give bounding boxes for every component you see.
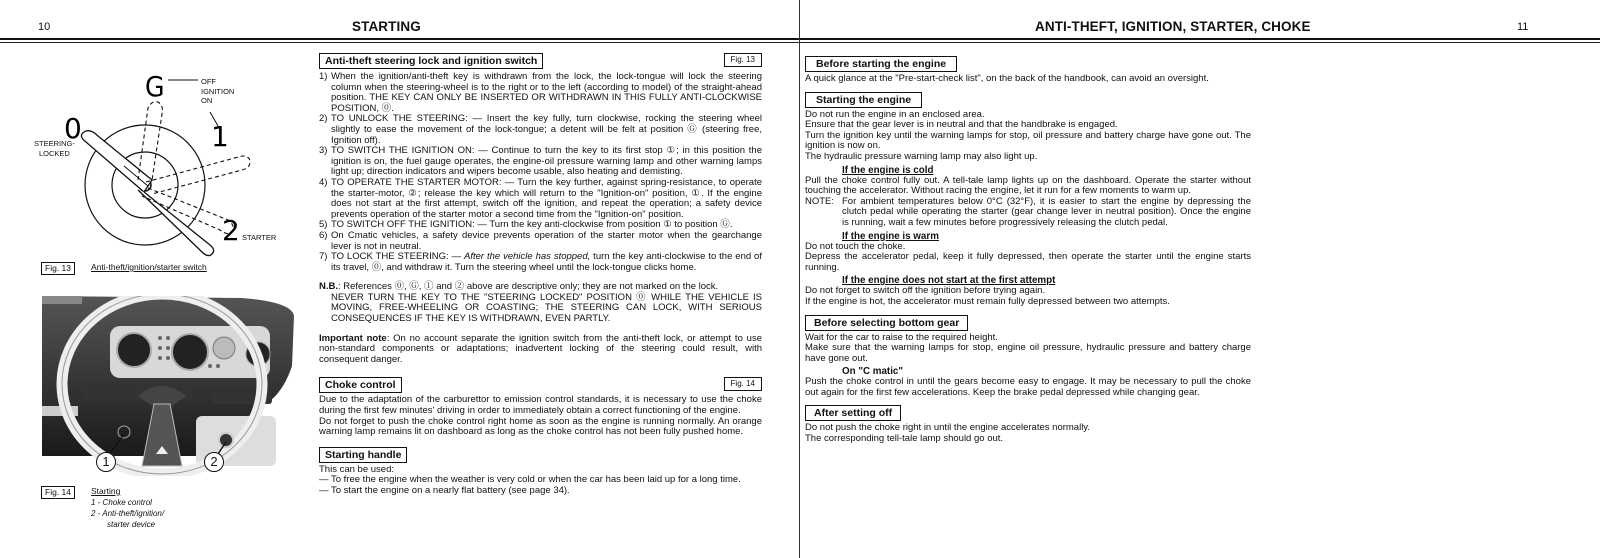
step-item: 7) TO LOCK THE STEERING: — After the vehicle has stopped, turn the key anti-clockwise to the end of its travel, ⓪, and withdraw it. Turn the steering wheel until the lock-tongue clicks home. xyxy=(319,251,762,273)
callout-2: 2 xyxy=(204,452,224,472)
starting-handle-intro: This can be used: xyxy=(319,463,394,475)
antitheft-heading-row xyxy=(319,53,762,69)
starting-engine-line: Ensure that the gear lever is in neutral and that the handbrake is engaged. xyxy=(805,119,1118,131)
starting-engine-line: Do not run the engine in an enclosed area. xyxy=(805,108,985,120)
label-2: 2 xyxy=(222,214,240,247)
step-item: 3) TO SWITCH THE IGNITION ON: — Continue to turn the key to its first stop ①; in this position the ignition is on, the fuel gauge operates, the engine-oil pressure warning lamp and other warning lamps light up; direction indicators and wipers become usable, also heating and demisting. xyxy=(319,145,762,178)
starting-handle-heading: Starting handle xyxy=(319,447,407,463)
after-setting-off-line: Do not push the choke right in until the engine accelerates normally. xyxy=(805,422,1090,434)
page-number-right: 11 xyxy=(1517,21,1529,33)
fig-13-ref: Fig. 13 xyxy=(724,53,762,67)
header-rule-thin xyxy=(0,42,800,43)
right-page xyxy=(800,0,1600,558)
step-item: 6) On Cmatic vehicles, a safety device prevents operation of the starter motor when the gearchange lever is not in neutral. xyxy=(319,229,762,252)
header-rule xyxy=(800,38,1600,40)
cold-engine-heading: If the engine is cold xyxy=(842,164,934,176)
figure-14-title: Starting xyxy=(91,486,121,496)
starting-engine-line: Turn the ignition key until the warning lamps for stop, oil pressure and battery charge have gone out. The ignition is now on. xyxy=(805,129,1251,152)
cold-engine-text: Pull the choke control fully out. A tell-tale lamp lights up on the dashboard. Operate the starter without touching the accelerator. Without racing the engine, let it run for a few moments to warm up. xyxy=(805,174,1251,197)
step-item: 1) When the ignition/anti-theft key is withdrawn from the lock, the lock-tongue will lock the steering column when the steering-wheel is to the right or to the left (according to model) of the straight-ahead position. THE KEY CAN ONLY BE INSERTED OR WITHDRAWN IN THIS FULLY ANTI-CLOCKWISE POSITION, ⓪. xyxy=(319,71,762,114)
warm-engine-line: Do not touch the choke. xyxy=(805,240,906,252)
bottom-gear-line: Make sure that the warning lamps for stop, engine oil pressure, hydraulic pressure and battery charge have gone out. xyxy=(805,342,1251,364)
cmatic-text: Push the choke control in until the gears become easy to engage. It may be necessary to pull the choke out again for the first few accelerations. Keep the brake pedal depressed while changing gear. xyxy=(805,376,1251,398)
not-start-line: If the engine is hot, the accelerator must remain fully depressed between two attempts. xyxy=(805,295,1170,307)
figure-14-tag: Fig. 14 xyxy=(41,486,75,499)
after-setting-off-heading: After setting off xyxy=(805,405,901,421)
starting-engine-line: The hydraulic pressure warning lamp may also light up. xyxy=(805,150,1038,162)
legend-item: 2 - Anti-theft/ignition/ xyxy=(91,509,165,518)
fig-14-ref: Fig. 14 xyxy=(724,377,762,391)
starting-handle-item: — To free the engine when the weather is very cold or when the car has been laid up for a long time. xyxy=(319,474,741,486)
bottom-gear-line: Wait for the car to raise to the required height. xyxy=(805,331,998,343)
label-2-desc: STARTER xyxy=(242,233,277,242)
antitheft-heading: Anti-theft steering lock and ignition switch xyxy=(319,53,543,69)
header-rule-thin xyxy=(800,42,1600,43)
label-0-desc: STEERING- LOCKED xyxy=(34,139,75,158)
left-text-column xyxy=(319,53,762,497)
legend-item: 1 - Choke control xyxy=(91,498,152,507)
warm-engine-line: Depress the accelerator pedal, keep it fully depressed, then operate the starter until the engine starts running. xyxy=(805,251,1251,273)
important-note: Important note: On no account separate the ignition switch from the anti-theft lock, or attempt to use non-standard components or adaptations; inadvertent locking of the steering could result, with consequent danger. xyxy=(319,332,762,365)
step-item: 5) TO SWITCH OFF THE IGNITION: — Turn the key anti-clockwise from position ① to position Ⓖ. xyxy=(319,219,733,231)
starting-handle-heading-row xyxy=(319,447,762,463)
figure-14-dashboard-photo xyxy=(42,296,298,476)
right-text-column xyxy=(805,56,1251,445)
not-start-line: Do not forget to switch off the ignition before trying again. xyxy=(805,285,1046,297)
header-rule xyxy=(0,38,800,40)
nb-note: N.B.: References ⓪, Ⓖ, ① and ② above are descriptive only; they are not marked on the lock. NEVER TURN THE KEY TO THE "STEERING LOCKED" POSITION ⓪ WHILE THE VEHICLE IS MOVING, FREE-WHEELING OR COASTING; THE STEERING CAN LOCK, WITH SERIOUS CONSEQUENCES IF THE KEY IS WITHDRAWN, EVEN PARTLY. xyxy=(319,281,762,325)
choke-para-1: Due to the adaptation of the carburettor to emission control standards, it is necessary to use the choke during the first few minutes' driving in order to immediately obtain a correct functioning of the engine. xyxy=(319,394,762,417)
label-g: G xyxy=(145,70,165,103)
figure-13-title: Anti-theft/ignition/starter switch xyxy=(91,262,207,272)
figure-13-tag: Fig. 13 xyxy=(41,262,75,275)
before-starting-heading: Before starting the engine xyxy=(805,56,957,72)
figure-13-ignition-diagram xyxy=(28,70,288,260)
starting-engine-heading: Starting the engine xyxy=(805,92,922,108)
cmatic-heading: On "C matic" xyxy=(842,366,904,378)
not-start-heading: If the engine does not start at the first attempt xyxy=(842,275,1056,287)
step-item: 2) TO UNLOCK THE STEERING: — Insert the key fully, turn clockwise, rocking the steering wheel slightly to ease the movement of the lock-tongue; a detent will be felt at position Ⓖ (steering free, Ignition off). xyxy=(319,113,762,146)
label-1: 1 xyxy=(211,120,229,153)
choke-heading-row xyxy=(319,377,762,393)
choke-para-2: Do not forget to push the choke control right home as soon as the engine is running normally. An orange warning lamp remains lit on dashboard as long as the choke control has not been fully pushed home. xyxy=(319,415,762,438)
page-number-left: 10 xyxy=(38,21,51,33)
running-head-right: ANTI-THEFT, IGNITION, STARTER, CHOKE xyxy=(1035,19,1311,34)
bottom-gear-heading: Before selecting bottom gear xyxy=(805,315,968,331)
choke-heading: Choke control xyxy=(319,377,402,393)
antitheft-steps xyxy=(319,72,762,273)
figure-13-caption xyxy=(41,262,207,275)
after-setting-off-line: The corresponding tell-tale lamp should go out. xyxy=(805,433,1004,445)
cold-engine-note: NOTE: For ambient temperatures below 0°C (32°F), it is easier to start the engine by depressing the clutch pedal while operating the starter (gear change lever in neutral position). Once the engine is running, wait a few minutes before progressively releasing the clutch pedal. xyxy=(805,195,1251,228)
label-0: 0 xyxy=(64,112,82,145)
figure-14-caption xyxy=(41,486,164,530)
callout-1: 1 xyxy=(96,452,116,472)
legend-item: starter device xyxy=(107,520,156,529)
figure-14-legend xyxy=(91,497,164,530)
step-item: 4) TO OPERATE THE STARTER MOTOR: — Turn the key further, against spring-resistance, to operate the starter-motor, ②; release the key which will return to the "Ignition-on" position, ①. If the engine does not start at the first attempt, switch off the ignition, and repeat the operation; a safety device prevents operation of the starter motor a second time from the "Ignition-on" position. xyxy=(319,176,762,220)
before-starting-text: A quick glance at the "Pre-start-check list", on the back of the handbook, can avoid an oversight. xyxy=(805,73,1209,84)
label-g-desc: OFF IGNITION ON xyxy=(201,77,235,105)
running-head-left: STARTING xyxy=(352,19,421,34)
starting-handle-item: — To start the engine on a nearly flat battery (see page 34). xyxy=(319,485,570,496)
ignition-switch-diagram-icon xyxy=(28,70,288,260)
warm-engine-heading: If the engine is warm xyxy=(842,230,939,242)
dashboard-photo-icon xyxy=(42,296,298,476)
